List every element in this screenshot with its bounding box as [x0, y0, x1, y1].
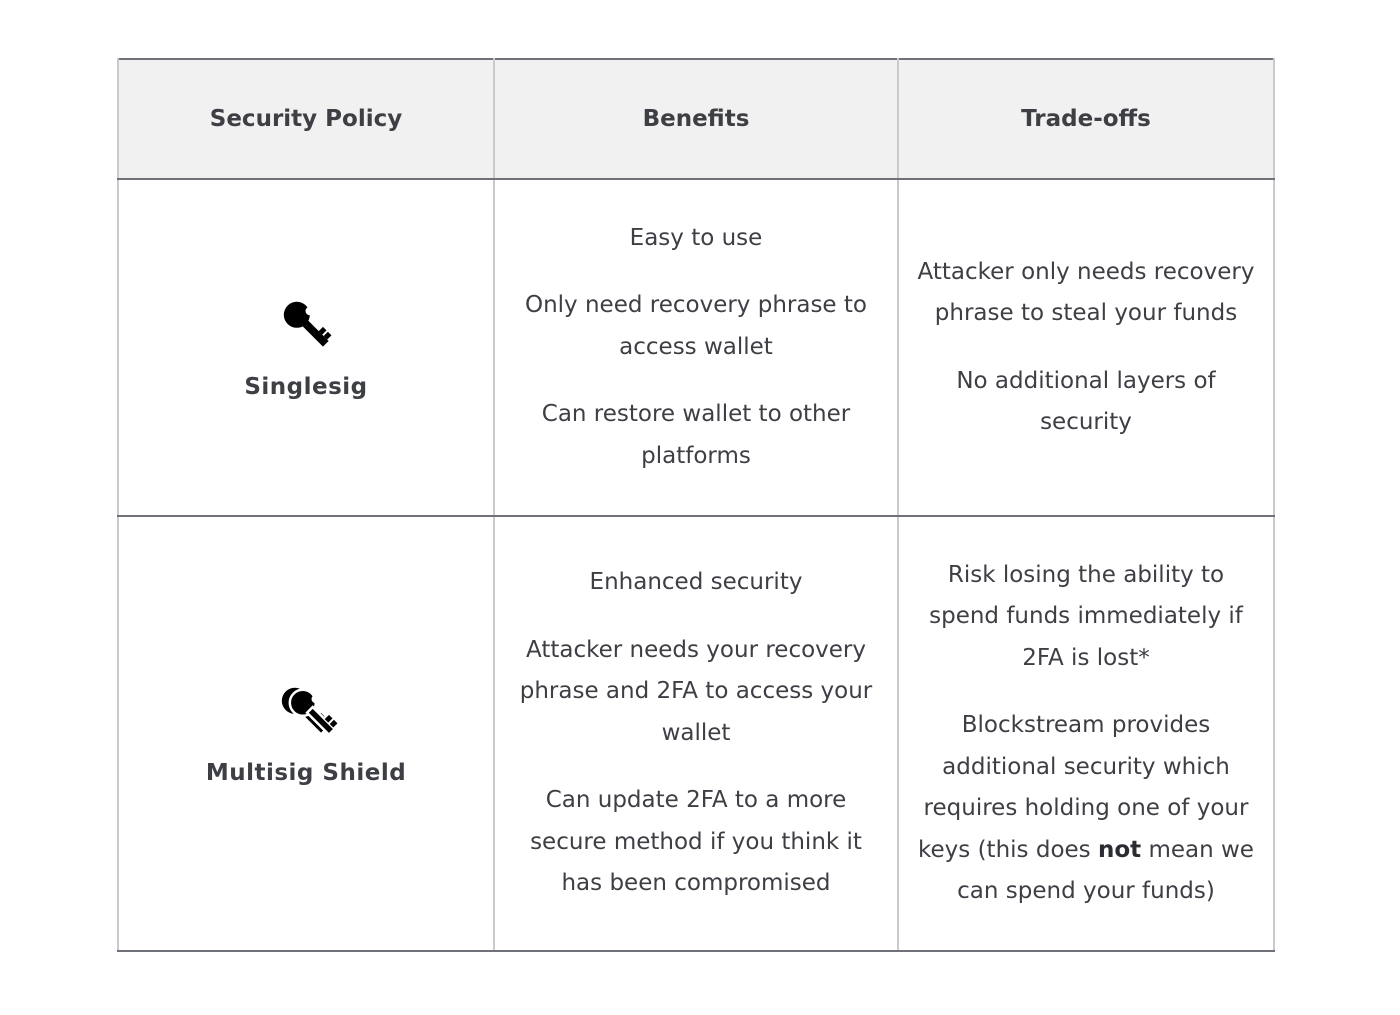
tradeoff-text-before: Blockstream provides additional security which requires holding one of your keys (this does	[918, 712, 1249, 863]
benefits-cell-singlesig	[494, 179, 898, 516]
benefit-item: Only need recovery phrase to access wallet	[524, 292, 867, 360]
benefit-item: Easy to use	[629, 224, 763, 251]
tradeoffs-cell-multisig-shield	[898, 516, 1274, 951]
policy-cell-multisig-shield	[118, 516, 494, 951]
policy-cell-singlesig	[118, 179, 494, 516]
tradeoff-emphasis: not	[1097, 836, 1142, 863]
benefit-item: Attacker needs your recovery phrase and 2FA to access your wallet	[519, 636, 873, 746]
double-key-icon	[274, 680, 338, 740]
table-header	[118, 59, 1274, 179]
header-security-policy: Security Policy	[118, 59, 494, 179]
benefits-cell-multisig-shield	[494, 516, 898, 951]
tradeoff-item: Attacker only needs recovery phrase to steal your funds	[917, 258, 1255, 326]
tradeoff-item: Risk losing the ability to spend funds immediately if 2FA is lost*	[929, 561, 1243, 671]
tradeoff-item: No additional layers of security	[956, 367, 1216, 435]
benefit-item: Can restore wallet to other platforms	[541, 401, 851, 469]
benefit-item: Can update 2FA to a more secure method if you think it has been compromised	[530, 787, 862, 897]
key-icon	[276, 294, 336, 354]
tradeoffs-cell-singlesig	[898, 179, 1274, 516]
header-benefits: Benefits	[494, 59, 898, 179]
header-tradeoffs: Trade-offs	[898, 59, 1274, 179]
tradeoff-text-after: mean we can spend your funds)	[957, 836, 1254, 904]
policy-name-multisig-shield: Multisig Shield	[205, 759, 407, 786]
table-row-singlesig	[118, 179, 1274, 516]
policy-name-singlesig: Singlesig	[244, 373, 368, 400]
table-row-multisig-shield	[118, 516, 1274, 951]
tradeoff-item	[915, 705, 1257, 913]
benefit-item: Enhanced security	[589, 569, 803, 596]
header-row	[118, 59, 1274, 179]
security-policy-table	[117, 58, 1275, 952]
